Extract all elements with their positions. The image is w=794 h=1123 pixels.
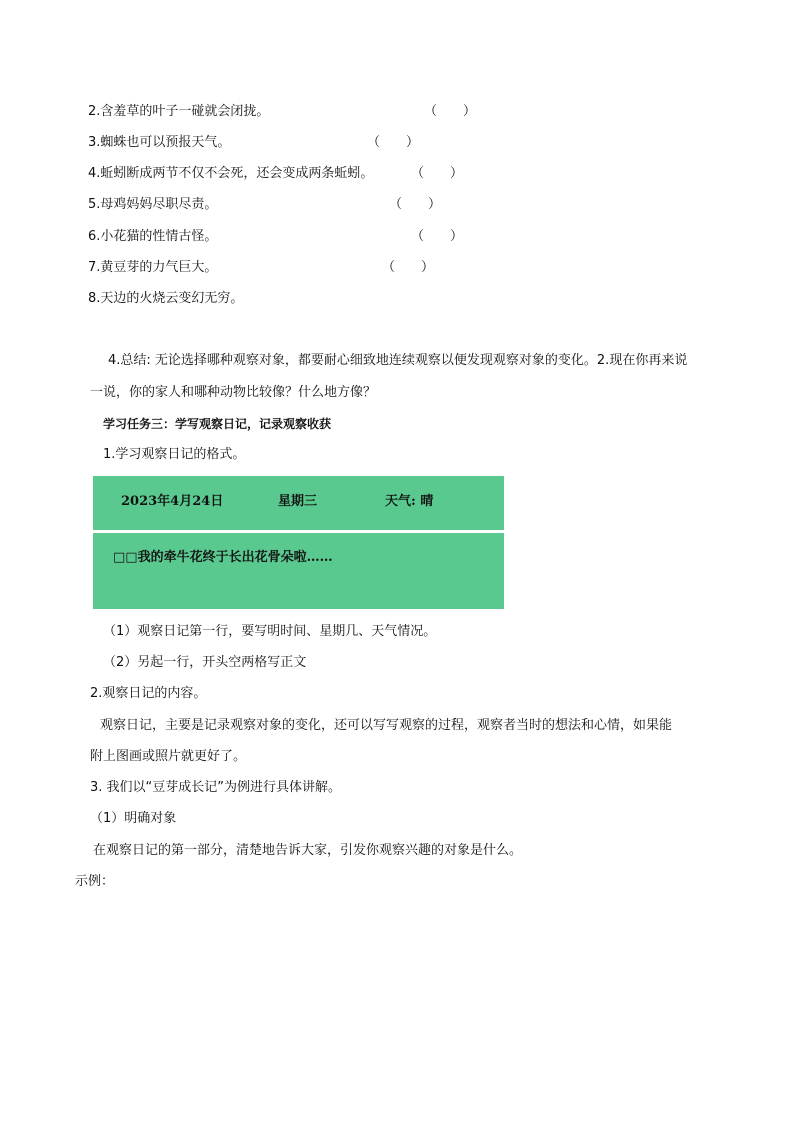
judgment-item-7: 7.黄豆芽的力气巨大。 xyxy=(88,260,218,275)
diary-weekday: 星期三 xyxy=(278,494,318,509)
content-para-line-2: 附上图画或照片就更好了。 xyxy=(90,749,247,764)
judgment-item-6: 6.小花猫的性情古怪。 xyxy=(88,229,218,244)
summary-line-2: 一说，你的家人和哪种动物比较像？什么地方像？ xyxy=(90,385,377,400)
format-note-2: （2）另起一行，开头空两格写正文 xyxy=(103,655,307,670)
answer-bracket-2[interactable]: （ ） xyxy=(424,104,477,119)
content-heading: 2.观察日记的内容。 xyxy=(90,686,207,701)
diary-body-box xyxy=(93,533,504,609)
answer-bracket-6[interactable]: （ ） xyxy=(411,229,464,244)
diary-date: 2023年4月24日 xyxy=(121,494,224,509)
diary-weather: 天气: 晴 xyxy=(385,494,434,509)
task3-heading: 学习任务三：学写观察日记，记录观察收获 xyxy=(103,417,332,431)
answer-bracket-3[interactable]: （ ） xyxy=(367,135,420,150)
judgment-item-8: 8.天边的火烧云变幻无穷。 xyxy=(88,291,244,306)
format-note-1: （1）观察日记第一行，要写明时间、星期几、天气情况。 xyxy=(103,624,437,639)
judgment-item-4: 4.蚯蚓断成两节不仅不会死，还会变成两条蚯蚓。 xyxy=(88,166,374,181)
sub-heading-clarify-object: （1）明确对象 xyxy=(90,811,177,826)
summary-line-1: 4.总结: 无论选择哪种观察对象，都要耐心细致地连续观察以便发现观察对象的变化。2.现在你再来说 xyxy=(108,353,688,368)
content-para-line-1: 观察日记，主要是记录观察对象的变化，还可以写写观察的过程，观察者当时的想法和心情，如果能 xyxy=(100,718,673,733)
judgment-item-2: 2.含羞草的叶子一碰就会闭拢。 xyxy=(88,104,270,119)
sub-paragraph: 在观察日记的第一部分，清楚地告诉大家，引发你观察兴趣的对象是什么。 xyxy=(93,843,523,858)
answer-bracket-5[interactable]: （ ） xyxy=(389,197,442,212)
diary-body-text: □□我的牵牛花终于长出花骨朵啦…… xyxy=(113,550,333,565)
diary-header-box xyxy=(93,476,504,530)
example-heading: 3. 我们以“豆芽成长记”为例进行具体讲解。 xyxy=(90,780,342,795)
example-label: 示例： xyxy=(75,874,115,889)
answer-bracket-4[interactable]: （ ） xyxy=(411,166,464,181)
answer-bracket-7[interactable]: （ ） xyxy=(382,260,435,275)
format-heading: 1.学习观察日记的格式。 xyxy=(103,447,246,462)
judgment-item-5: 5.母鸡妈妈尽职尽责。 xyxy=(88,197,218,212)
judgment-item-3: 3.蜘蛛也可以预报天气。 xyxy=(88,135,231,150)
